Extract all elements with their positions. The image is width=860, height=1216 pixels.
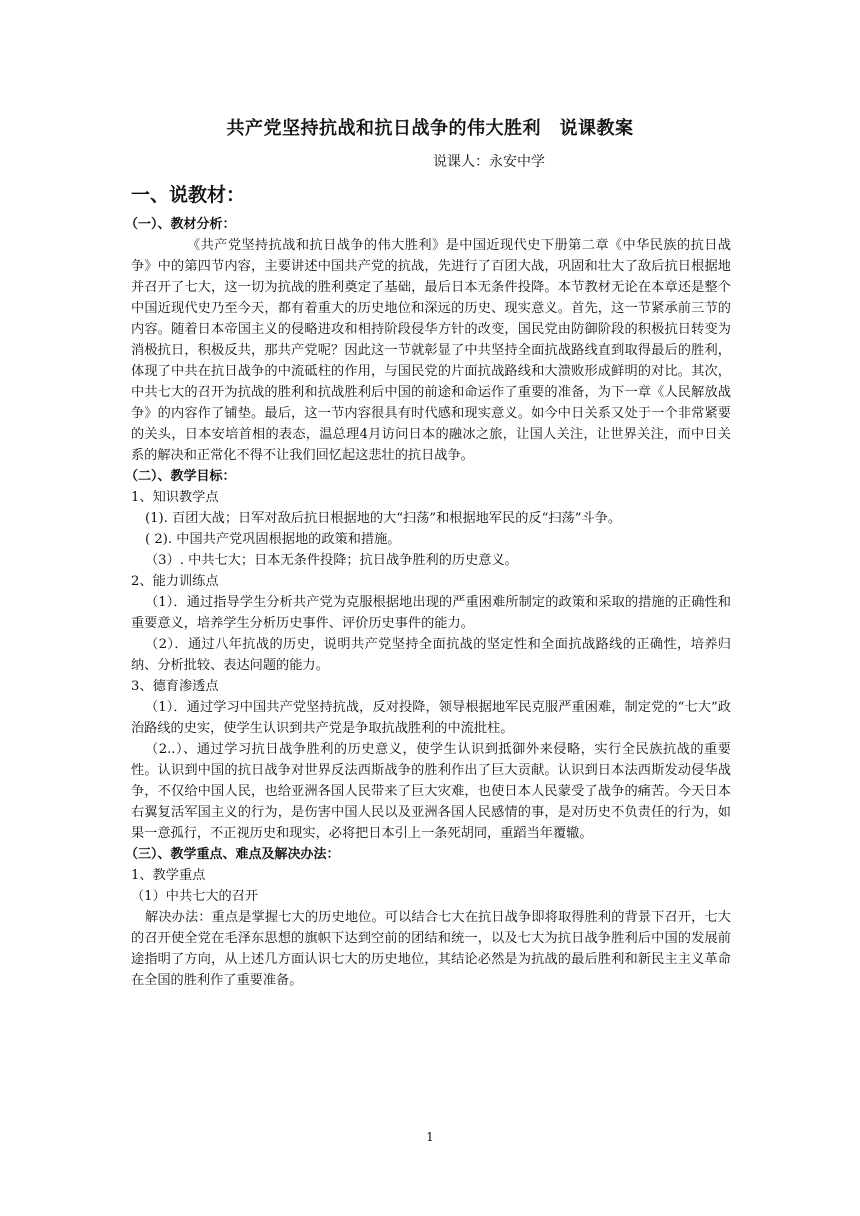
goal1-item: (1). 百团大战；日军对敌后抗日根据地的大“扫荡”和根据地军民的反“扫荡”斗争。: [145, 511, 622, 526]
part1-heading: （一）、教材分析：: [125, 217, 236, 232]
part2-heading: （二）、教学目标：: [125, 469, 236, 484]
part1-paragraph: 《共产党坚持抗战和抗日战争的伟大胜利》是中国近现代史下册第二章《中华民族的抗日战争》中的第四节内容，主要讲述中国共产党的抗战，先进行了百团大战，巩固和壮大了敌后抗日根据地并召开了七大，这一切为抗战的胜利奠定了基础，最后日本无条件投降。本节教材无论在本章还是整个中国近现代史乃至今天，都有着重大的历史地位和深远的历史、现实意义。首先，这一节紧承前三节的内容。随着日本帝国主义的侵略进攻和相持阶段侵华方针的改变，国民党由防御阶段的积极抗日转变为消极抗日，积极反共，那共产党呢？因此这一节就彰显了中共坚持全面抗战路线直到取得最后的胜利，体现了中共在抗日战争的中流砥柱的作用，与国民党的片面抗战路线和大溃败形成鲜明的对比。其次，中共七大的召开为抗战的胜利和抗战胜利后中国的前途和命运作了重要的准备，为下一章《人民解放战争》的内容作了铺垫。最后，这一节内容很具有时代感和现实意义。如今中日关系又处于一个非常紧要的关头，日本安培首相的表态，温总理4月访问日本的融冰之旅，让国人关注，让世界关注，而中日关系的解决和正常化不得不让我们回忆起这悲壮的抗日战争。: [131, 238, 731, 463]
goal1-item: ( 2). 中国共产党巩固根据地的政策和措施。: [145, 532, 401, 547]
goal3-heading: 3、德育渗透点: [131, 679, 219, 694]
goal3-item: （1）．通过学习中国共产党坚持抗战，反对投降，领导根据地军民克服严重困难，制定党的“七大”政治路线的史实，使学生认识到共产党是争取抗战胜利的中流批柱。: [131, 700, 731, 736]
key-item: （1）中共七大的召开: [131, 889, 259, 904]
goal2-item: （2）．通过八年抗战的历史，说明共产党坚持全面抗战的坚定性和全面抗战路线的正确性，培养归纳、分析批较、表达问题的能力。: [131, 637, 731, 673]
goal3-item: （2..）、通过学习抗日战争胜利的历史意义，使学生认识到抵御外来侵略，实行全民族抗战的重要性。认识到中国的抗日战争对世界反法西斯战争的胜利作出了巨大贡献。认识到日本法西斯发动侵华战争，不仅给中国人民，也给亚洲各国人民带来了巨大灾难，也使日本人民蒙受了战争的痛苦。今天日本右翼复活军国主义的行为，是伤害中国人民以及亚洲各国人民感情的事，是对历史不负责任的行为，如果一意孤行，不正视历史和现实，必将把日本引上一条死胡同，重蹈当年覆辙。: [131, 742, 731, 841]
page-number: 1: [426, 1130, 434, 1144]
section-heading-1: 一、说教材：: [131, 184, 246, 206]
goal2-heading: 2、能力训练点: [131, 574, 219, 589]
goal1-item: （3）. 中共七大；日本无条件投降；抗日战争胜利的历史意义。: [145, 553, 518, 568]
key-solution: 解决办法：重点是掌握七大的历史地位。可以结合七大在抗日战争即将取得胜利的背景下召开，七大的召开使全党在毛泽东思想的旗帜下达到空前的团结和统一，以及七大为抗日战争胜利后中国的发展前途指明了方向，从上述几方面认识七大的历史地位，其结论必然是为抗战的最后胜利和新民主主义革命在全国的胜利作了重要准备。: [131, 910, 731, 988]
lecturer-line: 说课人：永安中学: [433, 154, 545, 170]
document-title: 共产党坚持抗战和抗日战争的伟大胜利 说课教案: [226, 118, 634, 139]
part3-heading: （三）、教学重点、难点及解决办法：: [125, 847, 340, 862]
key-heading: 1、教学重点: [131, 868, 206, 883]
document-body: [125, 214, 731, 991]
goal2-item: （1）．通过指导学生分析共产党为克服根据地出现的严重困难所制定的政策和采取的措施的正确性和重要意义，培养学生分析历史事件、评价历史事件的能力。: [131, 595, 731, 631]
goal1-heading: 1、知识教学点: [131, 490, 219, 505]
